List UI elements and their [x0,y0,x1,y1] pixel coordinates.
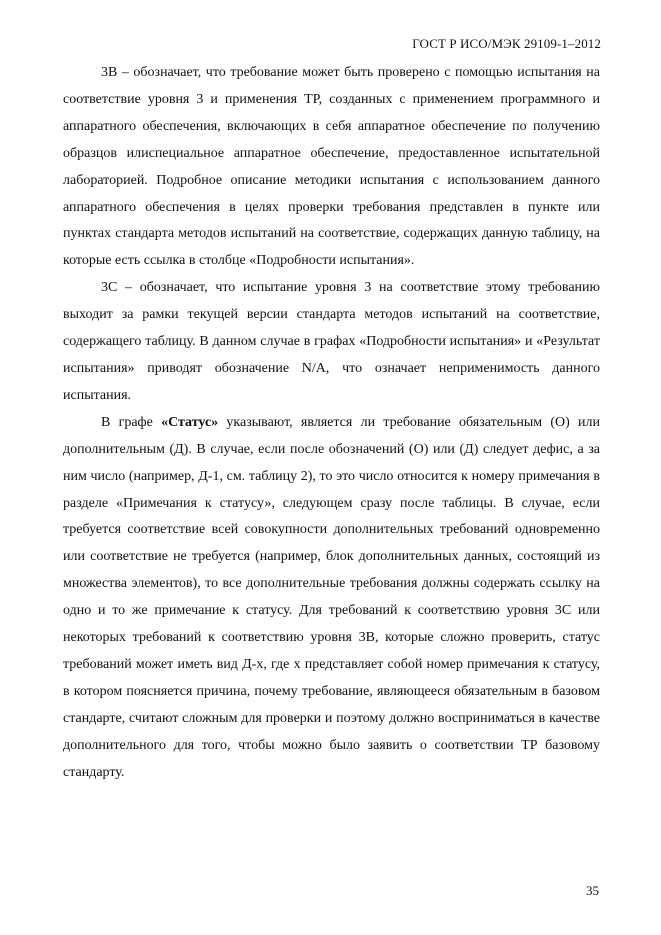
paragraph-status-intro: В графе [101,414,162,430]
standard-code-header: ГОСТ Р ИСО/МЭК 29109-1–2012 [412,36,601,51]
paragraph-status [63,410,600,787]
document-body [63,60,600,786]
page-number: 35 [586,883,599,898]
status-term: «Статус» [161,414,219,430]
paragraph-3c: 3С – обозначает, что испытание уровня 3 на соответствие этому требованию выходит за рамки текущей версии стандарта методов испытаний на соответствие, содержащего таблицу. В данном случае в графах «Подробности испытания» и «Результат испытания» приводят обозначение N/A, что означает неприменимость данного испытания. [63,280,600,403]
paragraph-status-text: указывают, является ли требование обязательным (О) или дополнительным (Д). В случае, если после обозначений (О) или (Д) следует дефис, а за ним число (например, Д-1, см. таблицу 2), то это число относится к номеру примечания в разделе «Примечания к статусу», следующем сразу после таблицы. В случае, если требуется соответствие всей совокупности дополнительных требований одновременно или соответствие не требуется (например, блок дополнительных данных, состоящий из множества элементов), то все дополнительные требования должны содержать ссылку на одно и то же примечание к статусу. Для требований к соответствию уровня 3С или некоторых требований к соответствию уровня 3В, которые сложно проверить, статус требований может иметь вид Д-х, где х представляет собой номер примечания к статусу, в котором поясняется причина, почему требование, являющееся обязательным в базовом стандарте, считают сложным для проверки и поэтому должно восприниматься в качестве дополнительного для того, чтобы можно было заявить о соответствии ТР базовому стандарту. [63,414,600,780]
paragraph-3b: 3В – обозначает, что требование может быть проверено с помощью испытания на соответствие уровня 3 и применения ТР, созданных с применением программного и аппаратного обеспечения, включающих в себя аппаратное обеспечение по получению образцов илиспециальное аппаратное обеспечение, предоставленное испытательной лабораторией. Подробное описание методики испытания с использованием данного аппаратного обеспечения в целях проверки требования представлен в пункте или пунктах стандарта методов испытаний на соответствие, содержащих данную таблицу, на которые есть ссылка в столбце «Подробности испытания». [63,65,600,269]
